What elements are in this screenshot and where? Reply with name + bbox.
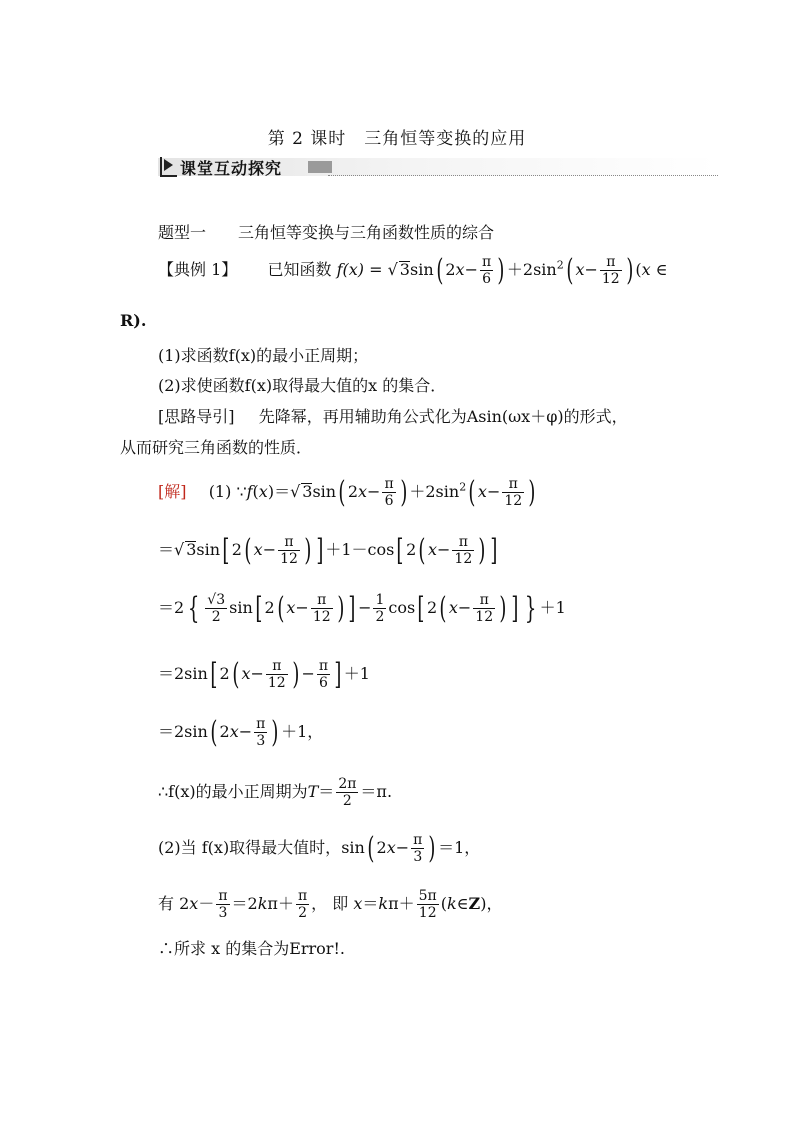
section-header [158,155,718,181]
solution-line-4: ＝2sin[ 2( x− $\frac{\pi}{12}$ ) − $\frac{\pi}{6}$ ] ＋1 [158,656,370,692]
solution-conclusion: ∴所求 x 的集合为Error!. [158,939,345,958]
part2-text: (2)当 f(x)取得最大值时， [158,838,342,857]
solution-part2-eq: 有 2x－ $\frac{\pi}{3}$ ＝2kπ＋ $\frac{\pi}{2}$ ， 即 x＝kπ＋ $\frac{5\pi}{12}$ (k∈Z)， [158,888,503,921]
question-1: (1)求函数f(x)的最小正周期； [158,346,369,365]
solution-line-3: ＝2 { $\frac{√3}{2}$ sin[ 2( x− $\frac{\pi}{12}$ ) ] − $\frac{1}{2}$ cos[ 2( x− $\frac{\pi}{12}$ ) ] } ＋1 [158,590,566,626]
example-line-2: R). [120,311,147,330]
solution-period: ∴f(x)的最小正周期为T＝ $\frac{2\pi}{2}$ ＝π. [158,776,393,809]
hint-line-2: 从而研究三角函数的性质． [120,438,313,457]
question-2: (2)求使函数f(x)取得最大值的x 的集合． [158,376,447,395]
solution-line-5: ＝2sin( 2x− $\frac{\pi}{3}$ ) ＋1， [158,714,324,750]
play-arrow-icon [164,159,173,171]
lesson-title: 第 2 课时 三角恒等变换的应用 [267,129,527,149]
section-gray-block [308,161,332,173]
solution-line-1: [解] (1) ∵f(x)＝√ 3sin( 2x− $\frac{\pi}{6}$ ) $+2\sin^2$( x− $\frac{\pi}{12}$ ) [158,474,536,510]
hint-tag: [思路导引] [158,407,235,426]
solution-line-2: ＝√ 3sin[ 2( x− $\frac{\pi}{12}$ ) ] ＋1－cos[ 2( x− $\frac{\pi}{12}$ ) ] [158,532,498,568]
example-line-1 [158,254,668,287]
section-label: 课堂互动探究 [180,159,283,178]
example-formula: √ 3sin( 2x− $\frac{\pi}{6}$ ) $+2\sin^2$( x− $\frac{\pi}{12}$ ) (x ∈ [387,252,668,288]
topic-heading: 题型一 三角恒等变换与三角函数性质的综合 [158,223,495,242]
example-lead: 已知函数 [267,260,332,279]
hint-text-1: 先降幂，再用辅助角公式化为Asin(ωx＋φ)的形式， [258,407,628,426]
solution-part2: (2)当 f(x)取得最大值时，sin( 2x− $\frac{\pi}{3}$ ) ＝1， [158,830,481,866]
example-fx: f(x) = [336,260,383,279]
part2-ie: 即 [332,894,349,913]
solution-tag: [解] [158,482,187,501]
section-divider [328,175,718,176]
period-text: ∴f(x)的最小正周期为 [158,782,308,801]
part2-lead: 有 [158,894,175,913]
example-tag: 【典例 1】 [158,260,238,279]
hint-line-1 [158,404,628,427]
